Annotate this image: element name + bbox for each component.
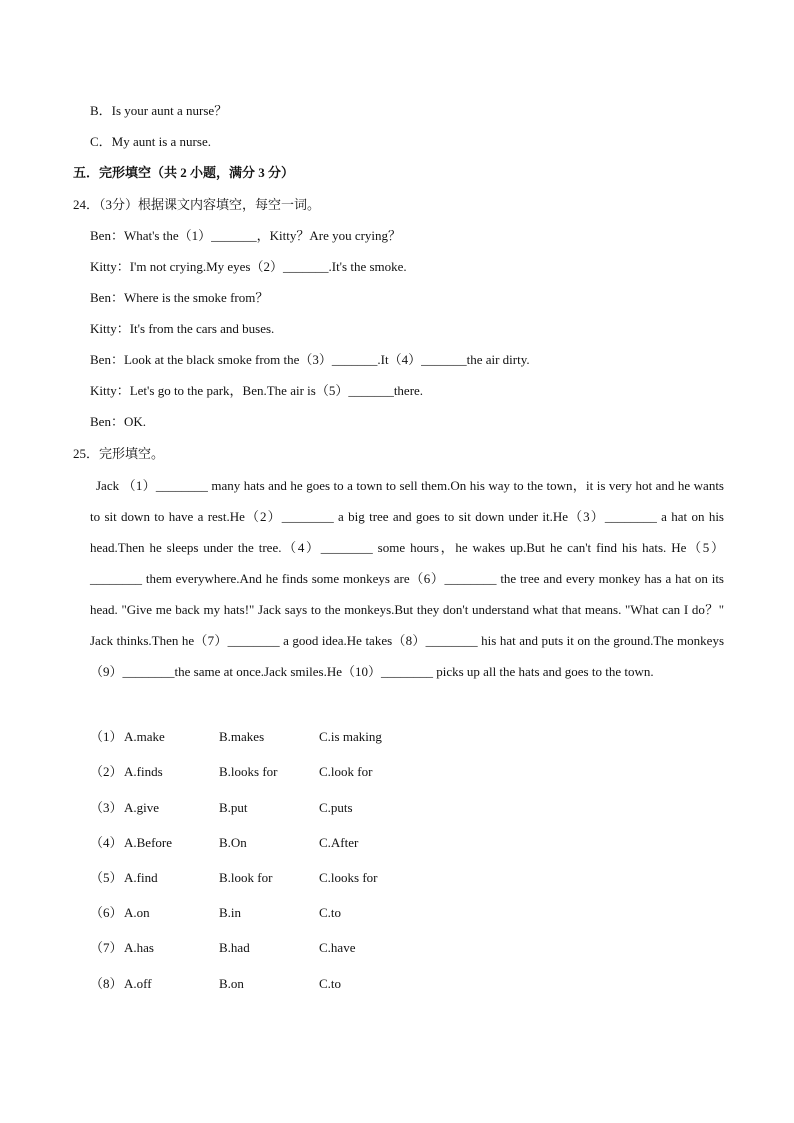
option-c: C.is making — [319, 729, 382, 744]
option-c: C.After — [319, 835, 359, 850]
option-a: A.make — [124, 729, 165, 744]
option-a: A.finds — [124, 764, 163, 779]
option-c: C.to — [319, 976, 342, 991]
dialogue-line: Ben：OK. — [90, 414, 146, 429]
option-number: （1） — [90, 729, 123, 744]
option-c: C.to — [319, 905, 342, 920]
dialogue-line: Ben：Where is the smoke from？ — [90, 290, 269, 305]
option-number: （2） — [90, 764, 123, 779]
option-a: A.give — [124, 800, 160, 815]
dialogue-line: Kitty：It's from the cars and buses. — [90, 321, 275, 336]
option-b: B.makes — [219, 729, 265, 744]
section-heading: 五．完形填空（共 2 小题，满分 3 分） — [73, 165, 295, 180]
dialogue-line: Kitty：I'm not crying.My eyes（2）_______.It's the smoke. — [90, 259, 407, 274]
option-a: A.has — [124, 940, 154, 955]
q25-title: 25．完形填空。 — [73, 446, 165, 461]
option-number: （8） — [90, 976, 123, 991]
dialogue-line: Kitty：Let's go to the park，Ben.The air is（5）_______there. — [90, 383, 424, 398]
dialogue-line: Ben：What's the（1）_______，Kitty？Are you crying？ — [90, 228, 402, 243]
option-number: （5） — [90, 870, 123, 885]
q24-title: 24．（3分）根据课文内容填空，每空一词。 — [73, 197, 321, 212]
option-number: （7） — [90, 940, 123, 955]
option-c: C.looks for — [319, 870, 378, 885]
option-number: （6） — [90, 905, 123, 920]
option-number: （4） — [90, 835, 123, 850]
option-b: B.in — [219, 905, 242, 920]
option-c: C.look for — [319, 764, 373, 779]
prev-option-c: C．My aunt is a nurse. — [90, 134, 211, 149]
option-a: A.find — [124, 870, 158, 885]
option-c: C.puts — [319, 800, 353, 815]
option-b: B.On — [219, 835, 247, 850]
option-c: C.have — [319, 940, 356, 955]
option-b: B.on — [219, 976, 244, 991]
prev-option-b: B．Is your aunt a nurse？ — [90, 103, 228, 118]
option-b: B.look for — [219, 870, 273, 885]
option-a: A.off — [124, 976, 152, 991]
cloze-passage: Jack （1）________ many hats and he goes to a town to sell them.On his way to the town，it is very hot and he wants to sit down to have a rest.He（2）________ a big tree and goes to sit down under it.He（3）________ a hat on his head.Then he sleeps under the tree.（4）________ some hours，he wakes up.But he can't find his hats. He（5）________ them everywhere.And he finds some monkeys are（6）________ the tree and every monkey has a hat on its head. "Give me back my hats!" Jack says to the monkeys.But they don't understand what that means. "What can I do？" Jack thinks.Then he（7）________ a good idea.He takes（8）________ his hat and puts it on the ground.The monkeys （9）________the same at once.Jack smiles.He（10）________ picks up all the hats and goes to the town. — [90, 478, 724, 679]
option-a: A.on — [124, 905, 150, 920]
option-number: （3） — [90, 800, 123, 815]
option-b: B.looks for — [219, 764, 278, 779]
dialogue-line: Ben：Look at the black smoke from the（3）_______.It（4）_______the air dirty. — [90, 352, 530, 367]
option-b: B.put — [219, 800, 248, 815]
option-a: A.Before — [124, 835, 173, 850]
option-b: B.had — [219, 940, 250, 955]
